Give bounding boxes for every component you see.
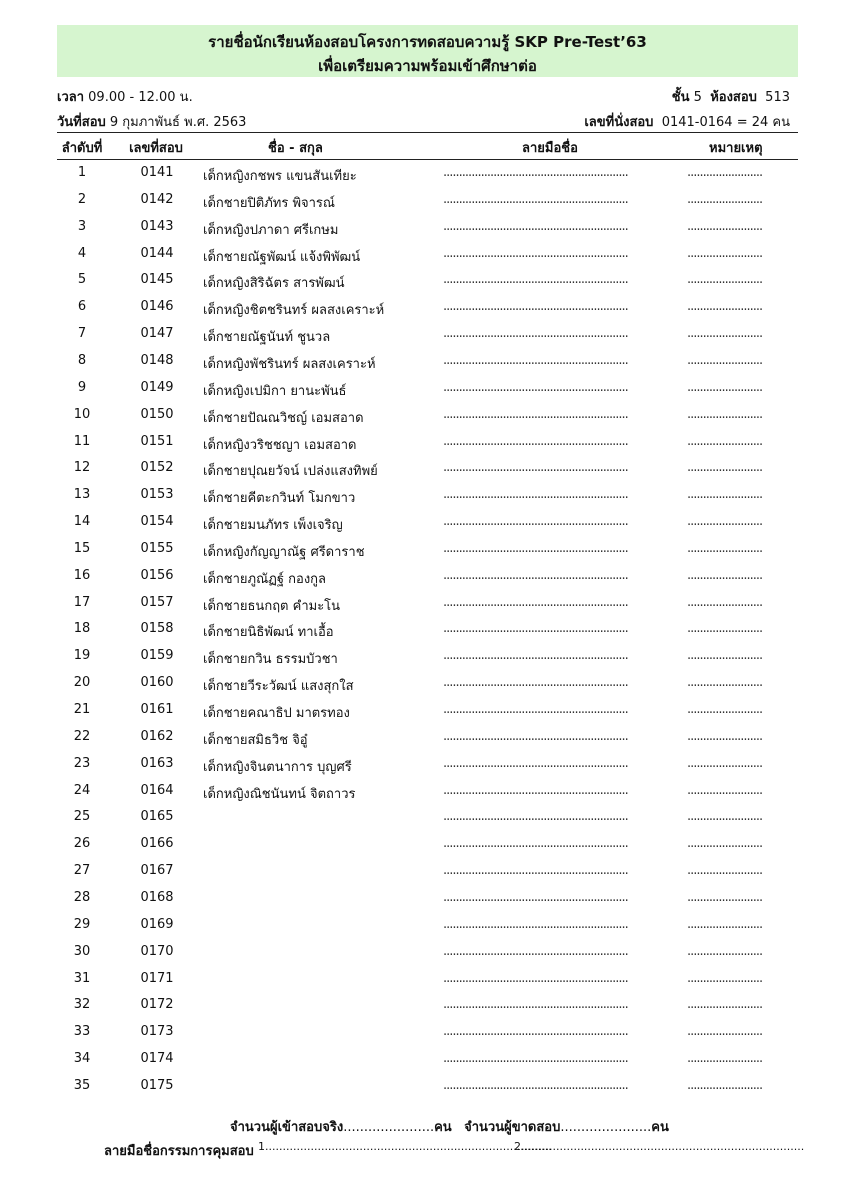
- row-number: 33: [73, 1024, 91, 1040]
- row-note-blank: ........................: [687, 245, 763, 261]
- row-exam-id: 0169: [140, 916, 174, 932]
- row-exam-id: 0168: [140, 889, 174, 905]
- row-student-name: เด็กชายณัฐนันท์ ชูนวล: [203, 330, 331, 346]
- seat-value: 0141-0164 = 24 คน: [661, 115, 790, 130]
- row-note-blank: ........................: [687, 165, 763, 180]
- row-exam-id: 0141: [140, 165, 174, 180]
- table-row: [57, 670, 798, 697]
- date-value: 9 กุมภาพันธ์ พ.ศ. 2563: [109, 115, 247, 130]
- row-student-name: เด็กชายปุณยวัจน์ เปล่งแสงทิพย์: [203, 464, 378, 480]
- table-row: [57, 616, 798, 643]
- date-label: วันที่สอบ: [57, 115, 106, 130]
- row-signature-blank: ...........................................................: [443, 1024, 628, 1040]
- row-signature-blank: ...........................................................: [443, 487, 628, 503]
- row-number: 29: [73, 916, 91, 932]
- row-note-blank: ........................: [687, 272, 763, 288]
- row-student-name: เด็กหญิงพัชรินทร์ ผลสงเคราะห์: [203, 356, 376, 372]
- row-student-name: เด็กหญิงวริชชญา เอมสอาด: [203, 437, 357, 453]
- attend-label: จำนวนผู้เข้าสอบจริง: [230, 1120, 344, 1135]
- row-signature-blank: ...........................................................: [443, 809, 628, 825]
- row-signature-blank: ...........................................................: [443, 379, 628, 395]
- row-number: 26: [73, 836, 91, 852]
- col-note-header: หมายเหตุ: [709, 141, 763, 156]
- col-id-header: เลขที่สอบ: [129, 141, 183, 156]
- col-signature-header: ลายมือชื่อ: [522, 141, 578, 156]
- row-note-blank: ........................: [687, 433, 763, 449]
- row-exam-id: 0171: [140, 970, 174, 986]
- row-note-blank: ........................: [687, 836, 763, 852]
- row-signature-blank: ...........................................................: [443, 326, 628, 342]
- row-signature-blank: ...........................................................: [443, 245, 628, 261]
- row-student-name: เด็กหญิงกัญญาณัฐ ศรีดาราช: [203, 544, 365, 560]
- exam-date: [57, 111, 246, 132]
- row-student-name: เด็กชายภูณัฏฐ์ กองกูล: [203, 571, 327, 587]
- table-row: [57, 536, 798, 563]
- row-note-blank: ........................: [687, 675, 763, 691]
- row-note-blank: ........................: [687, 970, 763, 986]
- absent-unit: คน: [651, 1120, 669, 1135]
- row-signature-blank: ...........................................................: [443, 594, 628, 610]
- row-number: 9: [77, 379, 87, 395]
- row-note-blank: ........................: [687, 997, 763, 1013]
- row-number: 15: [73, 540, 91, 556]
- class-value: 5: [693, 90, 702, 105]
- row-student-name: เด็กชายปัณณวิชญ์ เอมสอาด: [203, 410, 364, 426]
- room-label: ห้องสอบ: [710, 90, 757, 105]
- row-exam-id: 0170: [140, 943, 174, 959]
- row-exam-id: 0161: [140, 702, 174, 717]
- row-exam-id: 0149: [140, 379, 174, 395]
- row-exam-id: 0144: [140, 245, 174, 261]
- row-student-name: เด็กหญิงกชพร แขนสันเทียะ: [203, 169, 357, 184]
- row-exam-id: 0142: [140, 191, 174, 207]
- row-exam-id: 0150: [140, 406, 174, 422]
- row-exam-id: 0162: [140, 728, 174, 744]
- row-number: 19: [73, 648, 91, 664]
- proctor-signature-line: [104, 1140, 254, 1161]
- row-signature-blank: ...........................................................: [443, 728, 628, 744]
- row-number: 18: [73, 621, 91, 637]
- row-student-name: เด็กชายคณาธิป มาตรทอง: [203, 706, 350, 721]
- table-row: [57, 294, 798, 321]
- seat-label: เลขที่นั่งสอบ: [584, 115, 654, 130]
- row-exam-id: 0166: [140, 836, 174, 852]
- row-note-blank: ........................: [687, 1024, 763, 1040]
- table-row: [57, 187, 798, 214]
- table-row: [57, 1046, 798, 1073]
- row-note-blank: ........................: [687, 460, 763, 476]
- row-number: 13: [73, 487, 91, 503]
- col-no-header: ลำดับที่: [61, 141, 103, 156]
- row-note-blank: ........................: [687, 379, 763, 395]
- row-signature-blank: ...........................................................: [443, 702, 628, 717]
- table-row: [57, 241, 798, 268]
- row-student-name: เด็กหญิงจินตนาการ บุญศรี: [203, 759, 352, 775]
- row-signature-blank: ...........................................................: [443, 943, 628, 959]
- row-student-name: เด็กชายคีตะกวินท์ โมกขาว: [203, 491, 356, 507]
- row-signature-blank: ...........................................................: [443, 165, 628, 180]
- table-row: [57, 858, 798, 885]
- row-number: 3: [77, 218, 87, 234]
- row-note-blank: ........................: [687, 352, 763, 368]
- row-student-name: เด็กหญิงปภาดา ศรีเกษม: [203, 222, 339, 238]
- row-exam-id: 0148: [140, 352, 174, 368]
- table-row: [57, 778, 798, 805]
- row-number: 31: [73, 970, 91, 986]
- row-note-blank: ........................: [687, 487, 763, 503]
- row-number: 16: [73, 567, 91, 583]
- table-row: [57, 429, 798, 456]
- row-note-blank: ........................: [687, 809, 763, 825]
- row-signature-blank: ...........................................................: [443, 755, 628, 771]
- row-number: 17: [73, 594, 91, 610]
- row-exam-id: 0156: [140, 567, 174, 583]
- row-signature-blank: ...........................................................: [443, 352, 628, 368]
- row-number: 24: [73, 782, 91, 798]
- row-number: 8: [77, 352, 87, 368]
- proctor-signature-1: 1..................................................................................: [258, 1140, 552, 1153]
- absent-dots: ......................: [560, 1120, 652, 1135]
- row-note-blank: ........................: [687, 218, 763, 234]
- row-note-blank: ........................: [687, 540, 763, 556]
- row-exam-id: 0160: [140, 675, 174, 691]
- row-number: 34: [73, 1051, 91, 1067]
- row-exam-id: 0154: [140, 514, 174, 530]
- class-room: [672, 86, 790, 107]
- row-note-blank: ........................: [687, 1051, 763, 1067]
- row-student-name: เด็กหญิงชิตชรินทร์ ผลสงเคราะห์: [203, 303, 385, 319]
- row-exam-id: 0165: [140, 809, 174, 825]
- table-row: [57, 402, 798, 429]
- attend-unit: คน: [434, 1120, 452, 1135]
- table-row: [57, 509, 798, 536]
- row-number: 10: [73, 406, 91, 422]
- row-signature-blank: ...........................................................: [443, 567, 628, 583]
- row-signature-blank: ...........................................................: [443, 272, 628, 288]
- room-value: 513: [765, 90, 790, 105]
- row-note-blank: ........................: [687, 621, 763, 637]
- row-signature-blank: ...........................................................: [443, 460, 628, 476]
- row-student-name: เด็กหญิงณิชนันทน์ จิตถาวร: [203, 786, 356, 802]
- row-number: 2: [77, 191, 87, 207]
- row-number: 28: [73, 889, 91, 905]
- row-note-blank: ........................: [687, 782, 763, 798]
- table-row: [57, 804, 798, 831]
- row-number: 27: [73, 863, 91, 879]
- row-student-name: เด็กหญิงเปมิกา ยานะพันธ์: [203, 383, 347, 399]
- table-row: [57, 214, 798, 241]
- table-row: [57, 885, 798, 912]
- row-note-blank: ........................: [687, 514, 763, 530]
- row-exam-id: 0175: [140, 1077, 174, 1093]
- row-student-name: เด็กชายมนภัทร เพ็งเจริญ: [203, 518, 343, 534]
- row-exam-id: 0155: [140, 540, 174, 556]
- attendance-summary: [230, 1116, 669, 1137]
- time-value: 09.00 - 12.00 น.: [88, 90, 193, 105]
- table-row: [57, 1073, 798, 1100]
- time-label: เวลา: [57, 90, 85, 105]
- seat-range: [584, 111, 790, 132]
- title-banner: [57, 25, 798, 77]
- row-exam-id: 0152: [140, 460, 174, 476]
- row-note-blank: ........................: [687, 943, 763, 959]
- title-line-2: เพื่อเตรียมความพร้อมเข้าศึกษาต่อ: [318, 57, 537, 75]
- row-exam-id: 0157: [140, 594, 174, 610]
- attend-dots: ......................: [343, 1120, 435, 1135]
- table-row: [57, 348, 798, 375]
- row-note-blank: ........................: [687, 889, 763, 905]
- row-exam-id: 0163: [140, 755, 174, 771]
- row-number: 20: [73, 675, 91, 691]
- proctor-label: ลายมือชื่อกรรมการคุมสอบ: [104, 1144, 254, 1159]
- row-student-name: เด็กชายธนกฤต คำมะโน: [203, 598, 341, 614]
- table-row: [57, 912, 798, 939]
- row-signature-blank: ...........................................................: [443, 540, 628, 556]
- row-number: 22: [73, 728, 91, 744]
- row-student-name: เด็กชายปิติภัทร พิจารณ์: [203, 195, 335, 211]
- row-note-blank: ........................: [687, 728, 763, 744]
- row-note-blank: ........................: [687, 916, 763, 932]
- table-row: [57, 590, 798, 617]
- table-row: [57, 321, 798, 348]
- row-exam-id: 0153: [140, 487, 174, 503]
- row-note-blank: ........................: [687, 594, 763, 610]
- row-number: 14: [73, 514, 91, 530]
- col-name-header: ชื่อ - สกุล: [268, 141, 323, 156]
- row-signature-blank: ...........................................................: [443, 997, 628, 1013]
- row-number: 32: [73, 997, 91, 1013]
- table-row: [57, 563, 798, 590]
- row-exam-id: 0145: [140, 272, 174, 288]
- row-exam-id: 0164: [140, 782, 174, 798]
- row-note-blank: ........................: [687, 863, 763, 879]
- row-signature-blank: ...........................................................: [443, 675, 628, 691]
- table-row: [57, 939, 798, 966]
- row-signature-blank: ...........................................................: [443, 191, 628, 207]
- absent-label: จำนวนผู้ขาดสอบ: [464, 1120, 561, 1135]
- row-exam-id: 0159: [140, 648, 174, 664]
- table-row: [57, 966, 798, 993]
- row-number: 30: [73, 943, 91, 959]
- row-exam-id: 0172: [140, 997, 174, 1013]
- table-row: [57, 831, 798, 858]
- row-exam-id: 0147: [140, 326, 174, 342]
- table-row: [57, 455, 798, 482]
- row-exam-id: 0151: [140, 433, 174, 449]
- table-row: [57, 267, 798, 294]
- row-student-name: เด็กชายสมิธวิช จิอู๋: [203, 732, 308, 748]
- table-row: [57, 160, 798, 187]
- row-note-blank: ........................: [687, 299, 763, 315]
- row-student-name: เด็กชายนิธิพัฒน์ ทาเอื้อ: [203, 625, 334, 641]
- table-row: [57, 1019, 798, 1046]
- row-student-name: เด็กชายวีระวัฒน์ แสงสุกใส: [203, 679, 354, 695]
- row-note-blank: ........................: [687, 702, 763, 717]
- row-note-blank: ........................: [687, 755, 763, 771]
- row-signature-blank: ...........................................................: [443, 218, 628, 234]
- row-signature-blank: ...........................................................: [443, 782, 628, 798]
- row-number: 11: [73, 433, 91, 449]
- row-number: 21: [73, 702, 91, 717]
- class-label: ชั้น: [671, 90, 690, 105]
- row-number: 12: [73, 460, 91, 476]
- table-row: [57, 643, 798, 670]
- row-signature-blank: ...........................................................: [443, 836, 628, 852]
- row-student-name: เด็กชายกวิน ธรรมบัวชา: [203, 652, 338, 668]
- row-exam-id: 0173: [140, 1024, 174, 1040]
- row-signature-blank: ...........................................................: [443, 889, 628, 905]
- row-note-blank: ........................: [687, 648, 763, 664]
- row-signature-blank: ...........................................................: [443, 970, 628, 986]
- row-signature-blank: ...........................................................: [443, 1077, 628, 1093]
- row-note-blank: ........................: [687, 406, 763, 422]
- table-row: [57, 724, 798, 751]
- row-exam-id: 0167: [140, 863, 174, 879]
- row-number: 23: [73, 755, 91, 771]
- row-exam-id: 0158: [140, 621, 174, 637]
- header-top-rule: [57, 132, 798, 133]
- row-signature-blank: ...........................................................: [443, 916, 628, 932]
- row-signature-blank: ...........................................................: [443, 863, 628, 879]
- row-signature-blank: ...........................................................: [443, 648, 628, 664]
- row-note-blank: ........................: [687, 567, 763, 583]
- row-number: 7: [77, 326, 87, 342]
- row-number: 4: [77, 245, 87, 261]
- row-exam-id: 0143: [140, 218, 174, 234]
- table-row: [57, 697, 798, 724]
- table-row: [57, 375, 798, 402]
- exam-time: [57, 86, 193, 107]
- row-note-blank: ........................: [687, 191, 763, 207]
- table-row: [57, 992, 798, 1019]
- row-number: 5: [77, 272, 87, 288]
- row-number: 25: [73, 809, 91, 825]
- row-exam-id: 0146: [140, 299, 174, 315]
- row-number: 6: [77, 299, 87, 315]
- row-number: 1: [77, 165, 87, 180]
- row-signature-blank: ...........................................................: [443, 1051, 628, 1067]
- row-signature-blank: ...........................................................: [443, 433, 628, 449]
- row-exam-id: 0174: [140, 1051, 174, 1067]
- title-line-1: รายชื่อนักเรียนห้องสอบโครงการทดสอบความรู้ SKP Pre-Test’63: [208, 33, 647, 51]
- table-row: [57, 751, 798, 778]
- row-signature-blank: ...........................................................: [443, 621, 628, 637]
- row-student-name: เด็กหญิงสิริฉัตร สารพัฒน์: [203, 276, 345, 292]
- row-student-name: เด็กชายณัฐพัฒน์ แจ้งพิพัฒน์: [203, 249, 361, 265]
- row-signature-blank: ...........................................................: [443, 406, 628, 422]
- row-note-blank: ........................: [687, 326, 763, 342]
- row-number: 35: [73, 1077, 91, 1093]
- row-signature-blank: ...........................................................: [443, 514, 628, 530]
- row-signature-blank: ...........................................................: [443, 299, 628, 315]
- proctor-signature-2: 2.................................................................................: [514, 1140, 805, 1153]
- row-note-blank: ........................: [687, 1077, 763, 1093]
- table-row: [57, 482, 798, 509]
